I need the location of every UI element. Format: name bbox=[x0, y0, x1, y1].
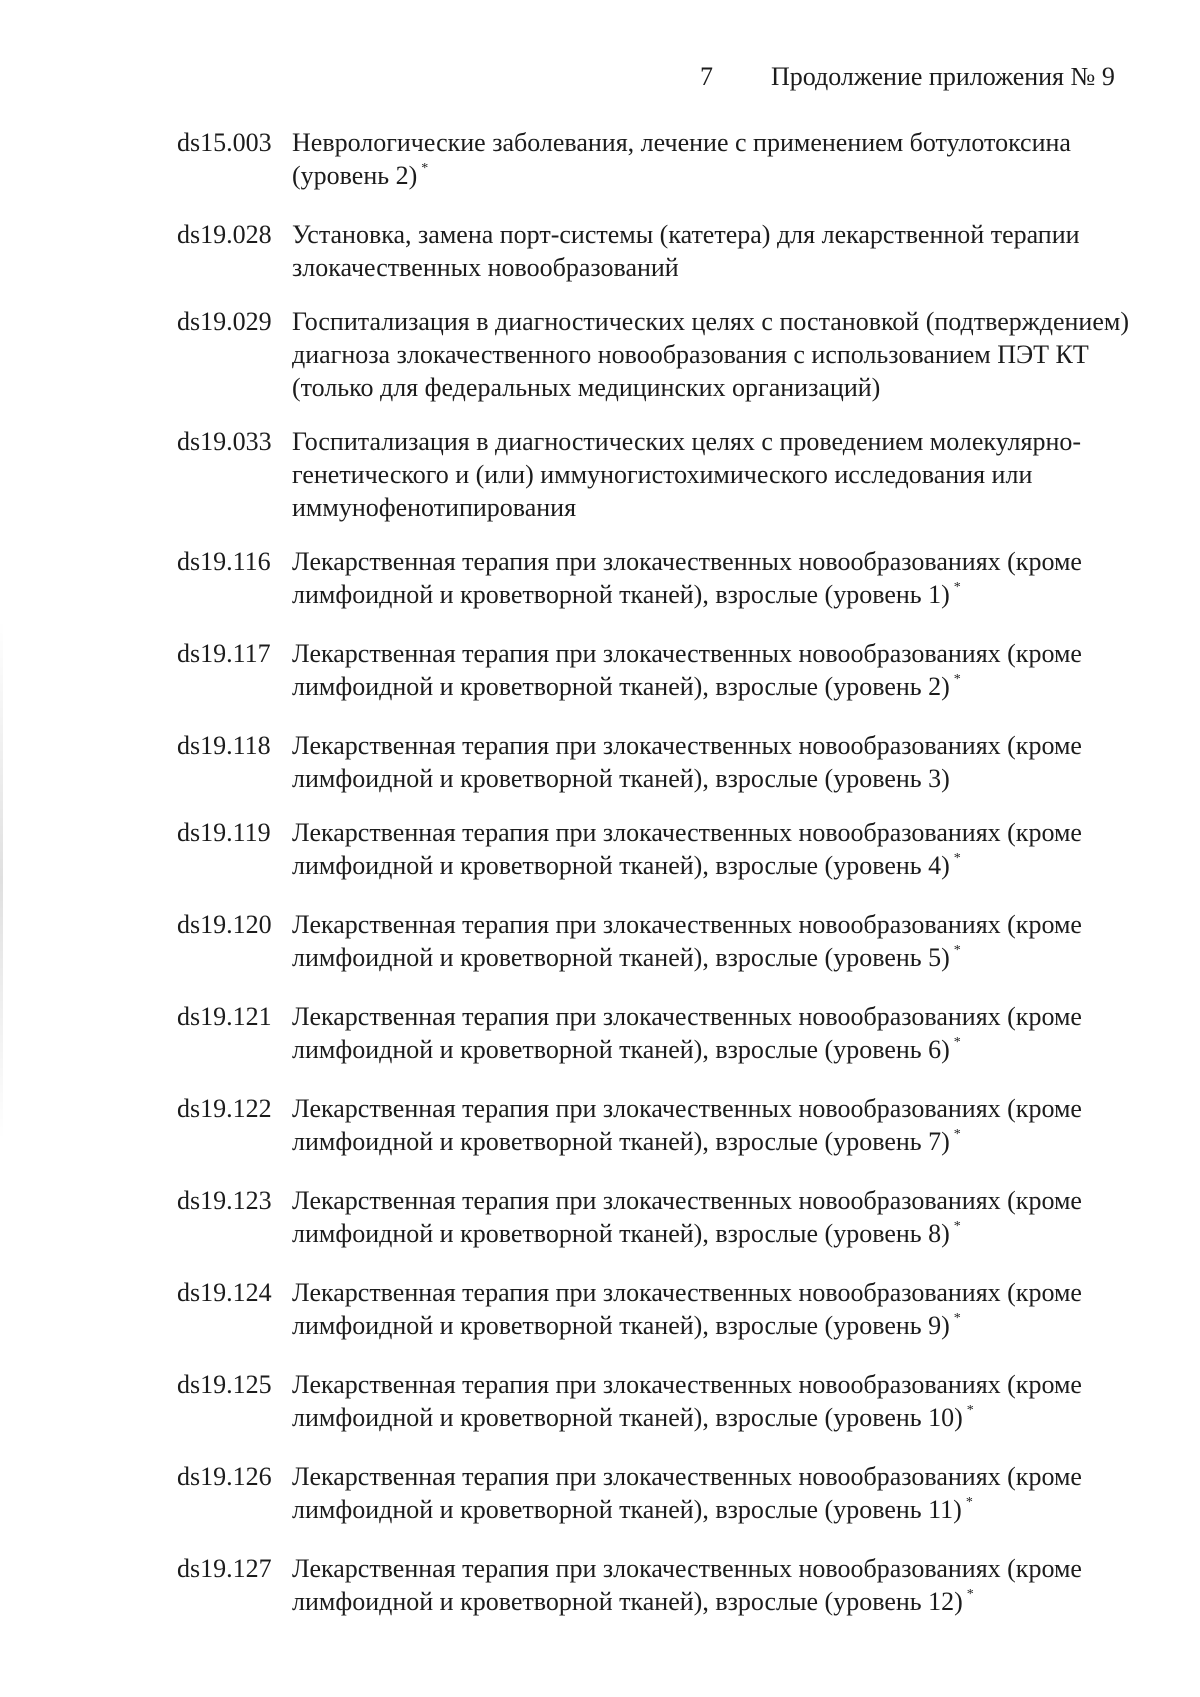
list-item bbox=[177, 1092, 1167, 1163]
page-header bbox=[0, 62, 1200, 102]
list-item bbox=[177, 1460, 1167, 1531]
list-item bbox=[177, 545, 1167, 616]
entry-description bbox=[292, 1460, 1162, 1531]
entry-description bbox=[292, 218, 1162, 284]
list-item bbox=[177, 908, 1167, 979]
appendix-continuation-label: Продолжение приложения № 9 bbox=[771, 62, 1115, 91]
entry-code: ds19.029 bbox=[177, 307, 272, 336]
entry-description bbox=[292, 1000, 1162, 1071]
entry-code: ds19.123 bbox=[177, 1186, 272, 1215]
entry-code: ds19.124 bbox=[177, 1278, 272, 1307]
entry-description bbox=[292, 729, 1162, 795]
code-list bbox=[177, 126, 1167, 1644]
entry-description-text: Лекарственная терапия при злокачественных новообразованиях (кроме лимфоидной и кроветворной тканей), взрослые (уровень 8) bbox=[292, 1186, 1082, 1248]
footnote-marker: * bbox=[953, 1219, 961, 1234]
footnote-marker: * bbox=[965, 1495, 973, 1510]
list-item bbox=[177, 637, 1167, 708]
entry-description-text: Лекарственная терапия при злокачественных новообразованиях (кроме лимфоидной и кроветворной тканей), взрослые (уровень 5) bbox=[292, 910, 1082, 972]
entry-code: ds19.118 bbox=[177, 731, 271, 760]
entry-description-text: Лекарственная терапия при злокачественных новообразованиях (кроме лимфоидной и кроветворной тканей), взрослые (уровень 11) bbox=[292, 1462, 1082, 1524]
entry-description bbox=[292, 425, 1162, 524]
entry-code: ds19.033 bbox=[177, 427, 272, 456]
entry-description-text: Установка, замена порт-системы (катетера) для лекарственной терапии злокачественных новообразований bbox=[292, 220, 1080, 282]
list-item bbox=[177, 1184, 1167, 1255]
list-item bbox=[177, 218, 1167, 284]
entry-description bbox=[292, 816, 1162, 887]
entry-code: ds19.120 bbox=[177, 910, 272, 939]
entry-description bbox=[292, 305, 1162, 404]
entry-description bbox=[292, 1184, 1162, 1255]
list-item bbox=[177, 1368, 1167, 1439]
scan-edge-shadow bbox=[0, 620, 3, 1140]
footnote-marker: * bbox=[953, 943, 961, 958]
footnote-marker: * bbox=[953, 1035, 961, 1050]
entry-description bbox=[292, 1552, 1162, 1623]
entry-code: ds19.127 bbox=[177, 1554, 272, 1583]
entry-description-text: Неврологические заболевания, лечение с применением ботулотоксина (уровень 2) bbox=[292, 128, 1071, 190]
footnote-marker: * bbox=[966, 1403, 974, 1418]
entry-description-text: Лекарственная терапия при злокачественных новообразованиях (кроме лимфоидной и кроветворной тканей), взрослые (уровень 10) bbox=[292, 1370, 1082, 1432]
footnote-marker: * bbox=[953, 1311, 961, 1326]
entry-description bbox=[292, 545, 1162, 616]
list-item bbox=[177, 126, 1167, 197]
entry-code: ds19.121 bbox=[177, 1002, 272, 1031]
entry-code: ds19.028 bbox=[177, 220, 272, 249]
entry-description-text: Госпитализация в диагностических целях с проведением молекулярно-генетического и (или) иммуногистохимического исследования или иммунофенотипирования bbox=[292, 427, 1082, 522]
entry-description-text: Лекарственная терапия при злокачественных новообразованиях (кроме лимфоидной и кроветворной тканей), взрослые (уровень 2) bbox=[292, 639, 1082, 701]
entry-code: ds19.126 bbox=[177, 1462, 272, 1491]
footnote-marker: * bbox=[966, 1587, 974, 1602]
entry-description bbox=[292, 908, 1162, 979]
entry-description-text: Лекарственная терапия при злокачественных новообразованиях (кроме лимфоидной и кроветворной тканей), взрослые (уровень 6) bbox=[292, 1002, 1082, 1064]
entry-code: ds19.117 bbox=[177, 639, 271, 668]
list-item bbox=[177, 305, 1167, 404]
entry-code: ds19.122 bbox=[177, 1094, 272, 1123]
entry-description-text: Лекарственная терапия при злокачественных новообразованиях (кроме лимфоидной и кроветворной тканей), взрослые (уровень 7) bbox=[292, 1094, 1082, 1156]
footnote-marker: * bbox=[953, 580, 961, 595]
list-item bbox=[177, 425, 1167, 524]
list-item bbox=[177, 1552, 1167, 1623]
entry-description-text: Лекарственная терапия при злокачественных новообразованиях (кроме лимфоидной и кроветворной тканей), взрослые (уровень 1) bbox=[292, 547, 1082, 609]
page-number: 7 bbox=[700, 62, 713, 91]
list-item bbox=[177, 729, 1167, 795]
entry-code: ds15.003 bbox=[177, 128, 272, 157]
entry-description-text: Госпитализация в диагностических целях с постановкой (подтверждением) диагноза злокачественного новообразования с использованием ПЭТ КТ (только для федеральных медицинских организаций) bbox=[292, 307, 1130, 402]
entry-description bbox=[292, 1368, 1162, 1439]
footnote-marker: * bbox=[953, 1127, 961, 1142]
entry-description bbox=[292, 1092, 1162, 1163]
entry-code: ds19.119 bbox=[177, 818, 271, 847]
entry-description bbox=[292, 126, 1162, 197]
footnote-marker: * bbox=[953, 851, 961, 866]
entry-code: ds19.116 bbox=[177, 547, 271, 576]
entry-code: ds19.125 bbox=[177, 1370, 272, 1399]
entry-description-text: Лекарственная терапия при злокачественных новообразованиях (кроме лимфоидной и кроветворной тканей), взрослые (уровень 9) bbox=[292, 1278, 1082, 1340]
entry-description-text: Лекарственная терапия при злокачественных новообразованиях (кроме лимфоидной и кроветворной тканей), взрослые (уровень 12) bbox=[292, 1554, 1082, 1616]
entry-description bbox=[292, 637, 1162, 708]
entry-description bbox=[292, 1276, 1162, 1347]
footnote-marker: * bbox=[953, 672, 961, 687]
entry-description-text: Лекарственная терапия при злокачественных новообразованиях (кроме лимфоидной и кроветворной тканей), взрослые (уровень 3) bbox=[292, 731, 1082, 793]
list-item bbox=[177, 1276, 1167, 1347]
list-item bbox=[177, 816, 1167, 887]
entry-description-text: Лекарственная терапия при злокачественных новообразованиях (кроме лимфоидной и кроветворной тканей), взрослые (уровень 4) bbox=[292, 818, 1082, 880]
list-item bbox=[177, 1000, 1167, 1071]
footnote-marker: * bbox=[421, 161, 429, 176]
